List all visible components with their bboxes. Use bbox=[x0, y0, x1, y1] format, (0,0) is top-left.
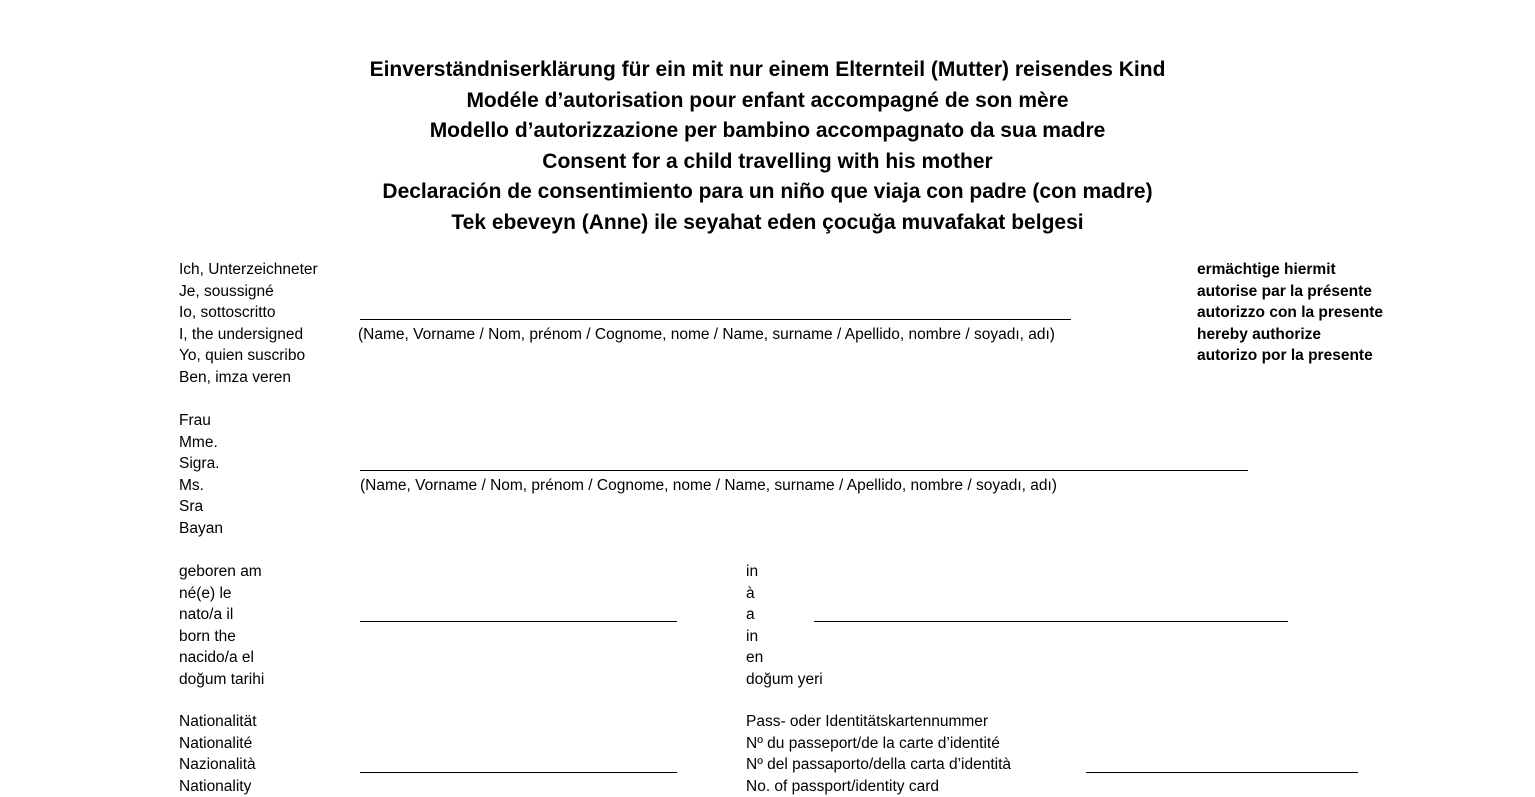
mother-label: Sra bbox=[179, 498, 204, 516]
undersigned-label: Je, soussigné bbox=[179, 282, 274, 300]
authorize-label: ermächtige hiermit bbox=[1197, 261, 1336, 278]
undersigned-name-caption: (Name, Vorname / Nom, prénom / Cognome, nome / Name, surname / Apellido, nombre / soyadı, adı) bbox=[358, 326, 1055, 343]
birth-place-field[interactable] bbox=[814, 621, 1288, 622]
authorize-label: autorizzo con la presente bbox=[1197, 304, 1384, 322]
birth-date-field[interactable] bbox=[360, 621, 677, 622]
birth-date-label: nacido/a el bbox=[179, 649, 254, 667]
mother-label: Mme. bbox=[179, 433, 218, 451]
birth-date-label: nato/a il bbox=[179, 606, 234, 624]
birth-date-label: geboren am bbox=[179, 563, 262, 580]
passport-label: Nº du passeport/de la carte d’identité bbox=[746, 734, 1000, 752]
mother-label: Frau bbox=[179, 412, 211, 429]
nationality-field[interactable] bbox=[360, 772, 677, 773]
nationality-labels bbox=[179, 711, 257, 797]
title-italian: Modello d’autorizzazione per bambino accompagnato da sua madre bbox=[429, 119, 1106, 143]
birth-place-label: à bbox=[746, 584, 755, 602]
passport-labels bbox=[746, 711, 1011, 797]
undersigned-label: I, the undersigned bbox=[179, 325, 304, 343]
birth-place-label: in bbox=[746, 627, 759, 645]
passport-label: Pass- oder Identitätskartennummer bbox=[746, 713, 989, 730]
nationality-label: Nationalité bbox=[179, 734, 253, 752]
birth-date-labels bbox=[179, 561, 264, 691]
mother-name-field[interactable] bbox=[360, 470, 1248, 471]
undersigned-label: Yo, quien suscribo bbox=[179, 347, 306, 365]
mother-label: Ms. bbox=[179, 476, 204, 494]
mother-label: Sigra. bbox=[179, 455, 220, 473]
authorize-label: hereby authorize bbox=[1197, 325, 1322, 343]
title-spanish: Declaración de consentimiento para un niño que viaja con padre (con madre) bbox=[382, 180, 1153, 204]
mother-label: Bayan bbox=[179, 519, 223, 537]
birth-date-label: born the bbox=[179, 627, 236, 645]
authorize-label: autorise par la présente bbox=[1197, 282, 1372, 300]
birth-date-label: né(e) le bbox=[179, 584, 232, 602]
undersigned-labels bbox=[179, 259, 318, 389]
title-french: Modéle d’autorisation pour enfant accompagné de son mère bbox=[466, 88, 1069, 112]
undersigned-label: Ben, imza veren bbox=[179, 368, 291, 386]
title-german: Einverständniserklärung für ein mit nur einem Elternteil (Mutter) reisendes Kind bbox=[369, 58, 1166, 81]
title-turkish: Tek ebeveyn (Anne) ile seyahat eden çocuğa muvafakat belgesi bbox=[451, 210, 1084, 234]
passport-label: No. of passport/identity card bbox=[746, 777, 939, 795]
undersigned-name-field[interactable] bbox=[360, 319, 1071, 320]
authorize-label: autorizo por la presente bbox=[1197, 347, 1373, 365]
mother-labels bbox=[179, 410, 223, 540]
passport-number-field[interactable] bbox=[1086, 772, 1358, 773]
form-title-block bbox=[0, 55, 1535, 239]
birth-place-label: a bbox=[746, 606, 755, 624]
title-english: Consent for a child travelling with his mother bbox=[542, 149, 993, 173]
nationality-label: Nazionalità bbox=[179, 756, 256, 774]
birth-place-label: doğum yeri bbox=[746, 670, 823, 688]
birth-place-labels bbox=[746, 561, 823, 691]
undersigned-label: Ich, Unterzeichneter bbox=[179, 261, 318, 278]
passport-label: Nº del passaporto/della carta d’identità bbox=[746, 756, 1012, 774]
nationality-label: Nationality bbox=[179, 777, 252, 795]
birth-place-label: in bbox=[746, 563, 759, 580]
authorize-labels bbox=[1197, 259, 1383, 367]
undersigned-label: Io, sottoscritto bbox=[179, 304, 276, 322]
birth-place-label: en bbox=[746, 649, 764, 667]
mother-name-caption: (Name, Vorname / Nom, prénom / Cognome, nome / Name, surname / Apellido, nombre / soyadı, adı) bbox=[360, 477, 1057, 494]
birth-date-label: doğum tarihi bbox=[179, 670, 265, 688]
nationality-label: Nationalität bbox=[179, 713, 257, 730]
